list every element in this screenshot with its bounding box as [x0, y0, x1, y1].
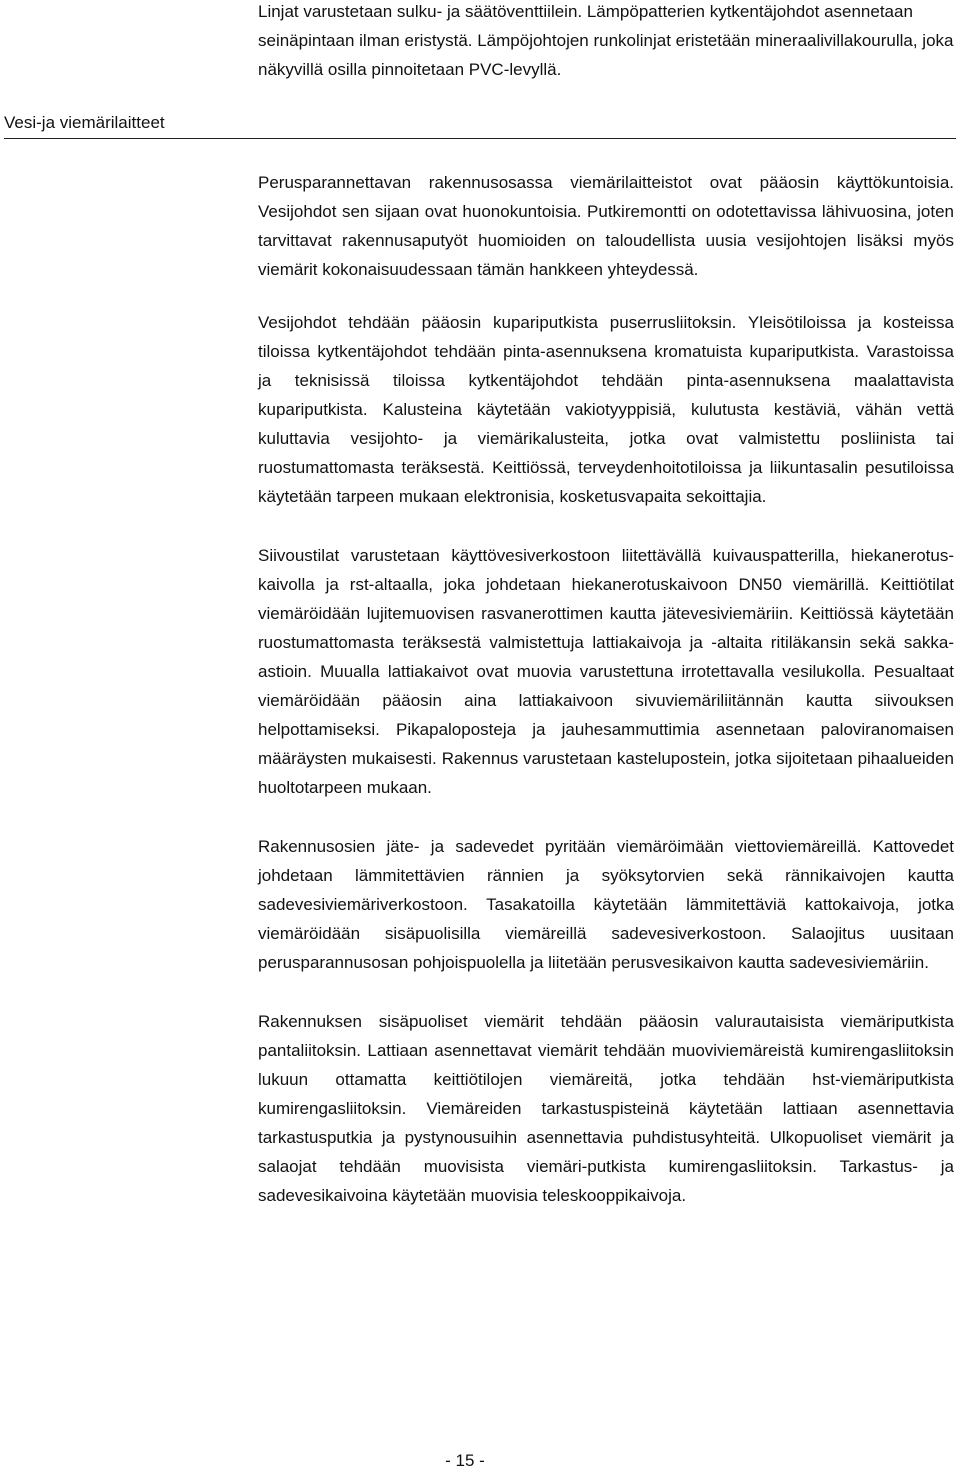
section-heading: Vesi-ja viemärilaitteet [4, 112, 956, 139]
section-body [258, 168, 954, 1240]
body-paragraph-2: Vesijohdot tehdään pääosin kupariputkista puserrusliitoksin. Yleisötiloissa ja kosteissa tiloissa kytkentäjohdot tehdään pinta-asennuksena kromatuista kupariputkista. Varastoissa ja teknisissä tiloissa kytkentäjohdot tehdään pinta-asennuksena maalattavista kupariputkista. Kalusteina käytetään vakiotyyppisiä, kulutusta kestäviä, vähän vettä kuluttavia vesijohto- ja viemärikalusteita, jotka ovat valmistettu posliinista tai ruostumattomasta teräksestä. Keittiössä, terveydenhoitotiloissa ja liikuntasalin pesutiloissa käytetään tarpeen mukaan elektronisia, kosketusvapaita sekoittajia. [258, 313, 954, 506]
body-paragraph-5: Rakennuksen sisäpuoliset viemärit tehdään pääosin valurautaisista viemäriputkista pantaliitoksin. Lattiaan asennettavat viemärit tehdään muoviviemäreistä kumirengasliitoksin lukuun ottamatta keittiötilojen viemäreitä, jotka tehdään hst-viemäriputkista kumirengasliitoksin. Viemäreiden tarkastuspisteinä käytetään lattiaan asennettavia tarkastusputkia ja pystynousuihin asennettavia puhdistusyhteitä. Ulkopuoliset viemärit ja salaojat tehdään muovisista viemäri-putkista kumirengasliitoksin. Tarkastus- ja sadevesikaivoina käytetään muovisia teleskooppikaivoja. [258, 1012, 954, 1205]
body-paragraph-1: Perusparannettavan rakennusosassa viemärilaitteistot ovat pääosin käyttökuntoisia. Vesijohdot sen sijaan ovat huonokuntoisia. Putkiremontti on odotettavissa lähivuosina, joten tarvittavat rakennusaputyöt huomioiden on taloudellista uusia vesijohtojen lisäksi myös viemärit kokonaisuudessaan tämän hankkeen yhteydessä. [258, 173, 954, 279]
body-paragraph-4: Rakennusosien jäte- ja sadevedet pyritään viemäröimään viettoviemäreillä. Kattovedet johdetaan lämmitettävien rännien ja syöksytorvien sekä rännikaivojen kautta sadevesiviemäriverkostoon. Tasakatoilla käytetään lämmitettäviä kattokaivoja, jotka viemäröidään sisäpuolisilla viemäreillä sadevesiverkostoon. Salaojitus uusitaan perusparannusosan pohjoispuolella ja liitetään perusvesikaivon kautta sadevesiviemäriin. [258, 837, 954, 972]
intro-paragraph: Linjat varustetaan sulku- ja säätöventtiilein. Lämpöpatterien kytkentäjohdot asennetaan seinäpintaan ilman eristystä. Lämpöjohtojen runkolinjat eristetään mineraalivillakourulla, joka näkyvillä osilla pinnoitetaan PVC-levyllä. [258, 2, 954, 79]
body-paragraph-3: Siivoustilat varustetaan käyttövesiverkostoon liitettävällä kuivauspatterilla, hiekanerotus-kaivolla ja rst-altaalla, joka johdetaan hiekanerotuskaivoon DN50 viemärillä. Keittiötilat viemäröidään lujitemuovisen rasvanerottimen kautta jätevesiviemäriin. Keittiössä käytetään ruostumattomasta teräksestä valmistettuja lattiakaivoja ja -altaita ritiläkansin sekä sakka-astioin. Muualla lattiakaivot ovat muovia varustettuna irrotettavalla vesilukolla. Pesualtaat viemäröidään pääosin aina lattiakaivoon sivuviemäriliitännän kautta siivouksen helpottamiseksi. Pikapaloposteja ja jauhesammuttimia asennetaan paloviranomaisen määräysten mukaisesti. Rakennus varustetaan kastelupostein, jotka sijoitetaan pihaalueiden huoltotarpeen mukaan. [258, 546, 954, 797]
page-number: - 15 - [445, 1451, 485, 1470]
